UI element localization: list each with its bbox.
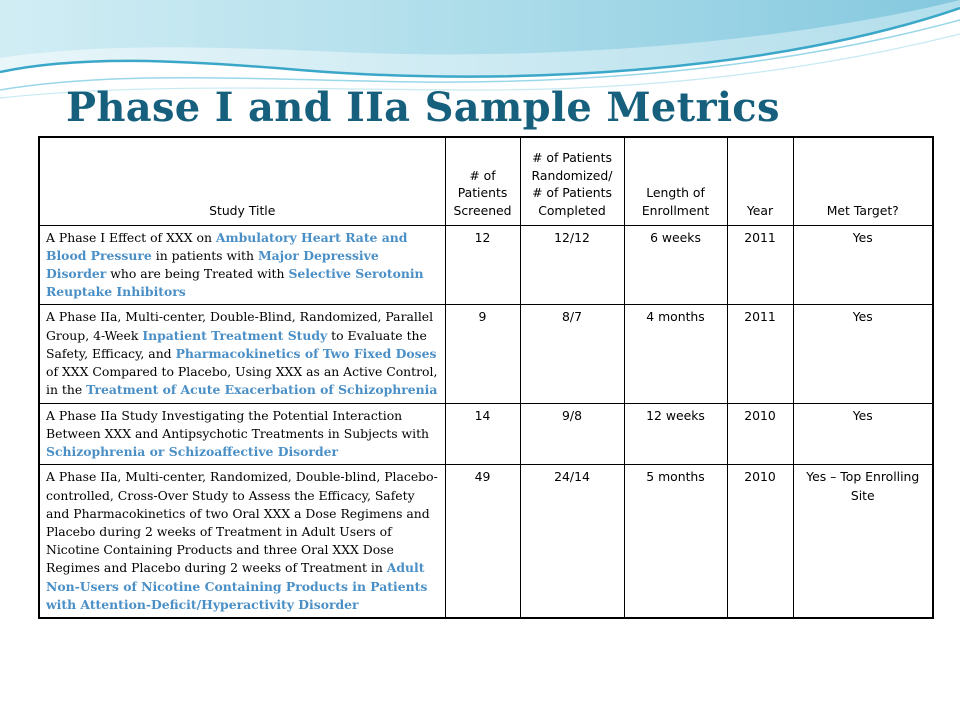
met-target-cell: Yes (793, 305, 933, 403)
table-row (39, 403, 933, 465)
title-highlight: Schizophrenia or Schizoaffective Disorder (46, 444, 339, 460)
screened-cell: 12 (445, 225, 520, 305)
study-title-cell (39, 305, 445, 403)
slide-title: Phase I and IIa Sample Metrics (66, 84, 780, 131)
title-highlight: Selective Serotonin Reuptake Inhibitors (46, 265, 424, 300)
title-text: who are being Treated with (106, 265, 289, 281)
met-target-cell: Yes – Top Enrolling Site (793, 465, 933, 618)
title-highlight: Treatment of Acute Exacerbation of Schizophrenia (86, 382, 438, 398)
header-row (39, 137, 933, 225)
header-screened: # of Patients Screened (445, 137, 520, 225)
screened-cell: 9 (445, 305, 520, 403)
table-row (39, 305, 933, 403)
title-text: to Evaluate the Safety, Efficacy, and (46, 327, 427, 361)
enrollment-length-cell: 5 months (624, 465, 727, 618)
header-study-title: Study Title (39, 137, 445, 225)
title-text: A Phase IIa, Multi-center, Double-Blind, Randomized, Parallel Group, 4-Week (46, 309, 434, 343)
year-cell: 2011 (727, 225, 793, 305)
randomized-completed-cell: 24/14 (520, 465, 624, 618)
header-year: Year (727, 137, 793, 225)
title-text: of XXX Compared to Placebo, Using XXX as an Active Control, in the (46, 364, 438, 398)
title-highlight: Inpatient Treatment Study (142, 327, 328, 343)
study-title-cell (39, 403, 445, 465)
table-row (39, 465, 933, 618)
header-met-target: Met Target? (793, 137, 933, 225)
randomized-completed-cell: 9/8 (520, 403, 624, 465)
header-randomized-completed: # of Patients Randomized/ # of Patients Completed (520, 137, 624, 225)
metrics-table (38, 136, 934, 619)
met-target-cell: Yes (793, 225, 933, 305)
met-target-cell: Yes (793, 403, 933, 465)
randomized-completed-cell: 8/7 (520, 305, 624, 403)
title-highlight: Adult Non-Users of Nicotine Containing Products in Patients with Attention-Deficit/Hyperactivity Disorder (46, 560, 428, 612)
year-cell: 2010 (727, 465, 793, 618)
enrollment-length-cell: 6 weeks (624, 225, 727, 305)
title-highlight: Pharmacokinetics of Two Fixed Doses (175, 345, 437, 361)
header-length-of-enrollment: Length of Enrollment (624, 137, 727, 225)
screened-cell: 49 (445, 465, 520, 618)
title-text: in patients with (151, 247, 258, 263)
year-cell: 2011 (727, 305, 793, 403)
randomized-completed-cell: 12/12 (520, 225, 624, 305)
enrollment-length-cell: 12 weeks (624, 403, 727, 465)
enrollment-length-cell: 4 months (624, 305, 727, 403)
screened-cell: 14 (445, 403, 520, 465)
year-cell: 2010 (727, 403, 793, 465)
title-highlight: Major Depressive Disorder (46, 247, 379, 281)
title-text: A Phase IIa Study Investigating the Potential Interaction Between XXX and Antipsychotic Treatments in Subjects with (46, 407, 430, 441)
table-row (39, 225, 933, 305)
title-text: A Phase I Effect of XXX on (46, 229, 216, 245)
study-title-cell (39, 465, 445, 618)
title-text: A Phase IIa, Multi-center, Randomized, Double-blind, Placebo-controlled, Cross-Over Study to Assess the Efficacy, Safety and Pharmacokinetics of two Oral XXX a Dose Regimens and Placebo during 2 weeks of Treatment in Adult Users of Nicotine Containing Products and three Oral XXX Dose Regimes and Placebo during 2 weeks of Treatment in (46, 469, 438, 576)
study-title-cell (39, 225, 445, 305)
title-highlight: Ambulatory Heart Rate and Blood Pressure (46, 229, 408, 263)
